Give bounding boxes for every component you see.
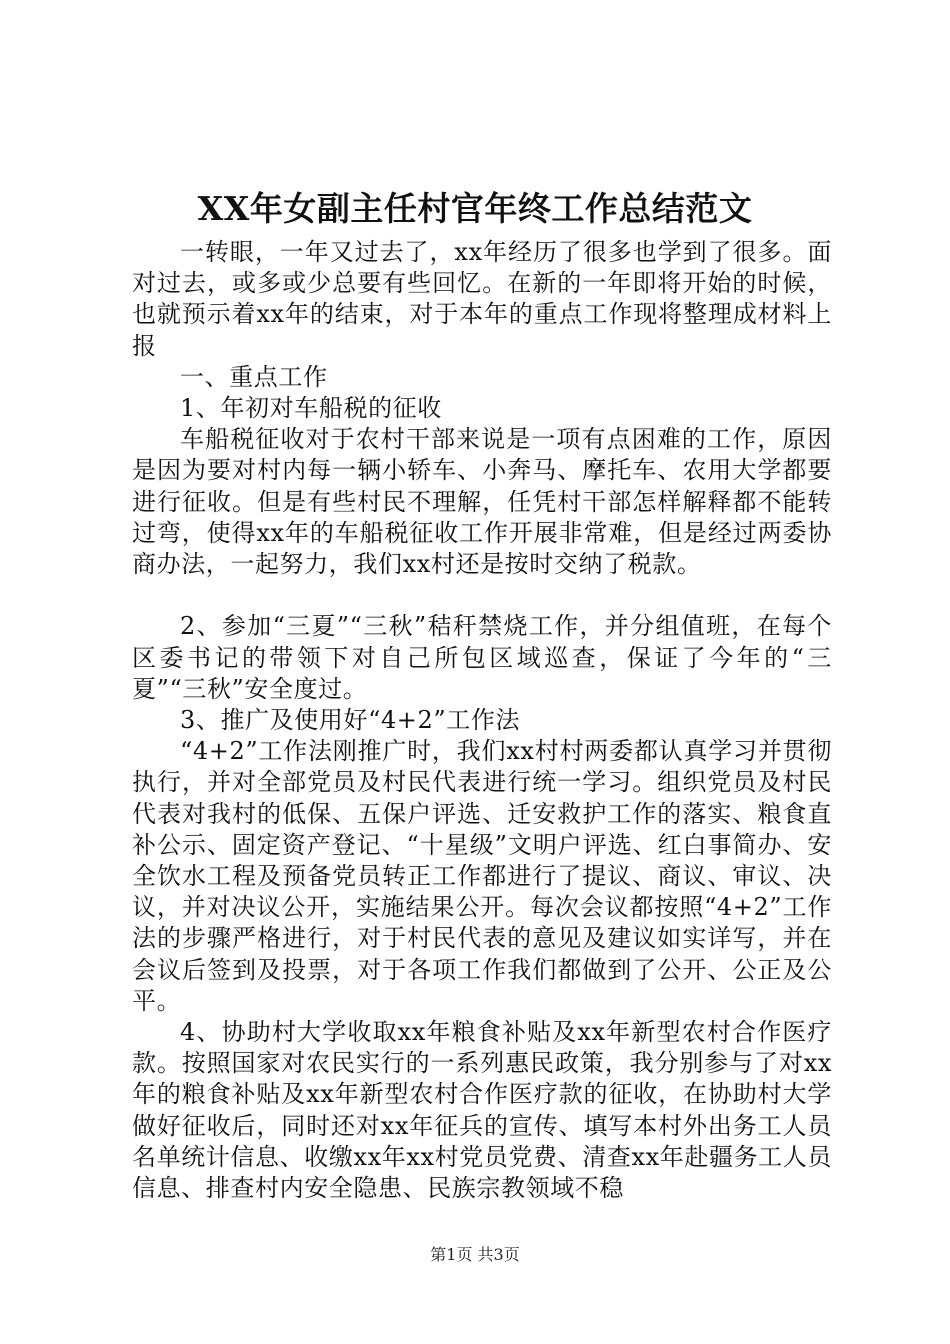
page-footer: 第1页 共3页 bbox=[430, 1245, 520, 1264]
document-title: XX年女副主任村官年终工作总结范文 bbox=[197, 189, 753, 228]
document-body bbox=[132, 237, 832, 1204]
paragraph-subsidies: 4、协助村大学收取xx年粮食补贴及xx年新型农村合作医疗款。按照国家对农民实行的一系列惠民政策，我分别参与了对xx年的粮食补贴及xx年新型农村合作医疗款的征收，在协助村大学做好征收后，同时还对xx年征兵的宣传、填写本村外出务工人员名单统计信息、收缴xx年xx村党员党费、清查xx年赴疆务工人员信息、排查村内安全隐患、民族宗教领域不稳 bbox=[132, 1018, 832, 1203]
paragraph-straw-burning: 2、参加“三夏”“三秋”秸秆禁烧工作，并分组值班，在每个区委书记的带领下对自己所包区域巡查，保证了今年的“三夏”“三秋”安全度过。 bbox=[132, 612, 832, 703]
section-heading-key-work: 一、重点工作 bbox=[180, 362, 328, 391]
paragraph-work-method: “4+2”工作法刚推广时，我们xx村村两委都认真学习并贯彻执行，并对全部党员及村民代表进行统一学习。组织党员及村民代表对我村的低保、五保户评选、迁安救护工作的落实、粮食直补公示、固定资产登记、“十星级”文明户评选、红白事简办、安全饮水工程及预备党员转正工作都进行了提议、商议、审议、决议，并对决议公开，实施结果公开。每次会议都按照“4+2”工作法的步骤严格进行，对于村民代表的意见及建议如实详写，并在会议后签到及投票，对于各项工作我们都做到了公开、公正及公平。 bbox=[132, 737, 832, 1015]
item-heading-work-method: 3、推广及使用好“4+2”工作法 bbox=[180, 706, 521, 735]
paragraph-intro: 一转眼，一年又过去了，xx年经历了很多也学到了很多。面对过去，或多或少总要有些回忆。在新的一年即将开始的时候，也就预示着xx年的结束，对于本年的重点工作现将整理成材料上报 bbox=[132, 238, 832, 360]
item-heading-vehicle-tax: 1、年初对车船税的征收 bbox=[180, 394, 442, 423]
paragraph-vehicle-tax: 车船税征收对于农村干部来说是一项有点困难的工作，原因是因为要对村内每一辆小轿车、小奔马、摩托车、农用大学都要进行征收。但是有些村民不理解，任凭村干部怎样解释都不能转过弯，使得xx年的车船税征收工作开展非常难，但是经过两委协商办法，一起努力，我们xx村还是按时交纳了税款。 bbox=[132, 425, 832, 579]
